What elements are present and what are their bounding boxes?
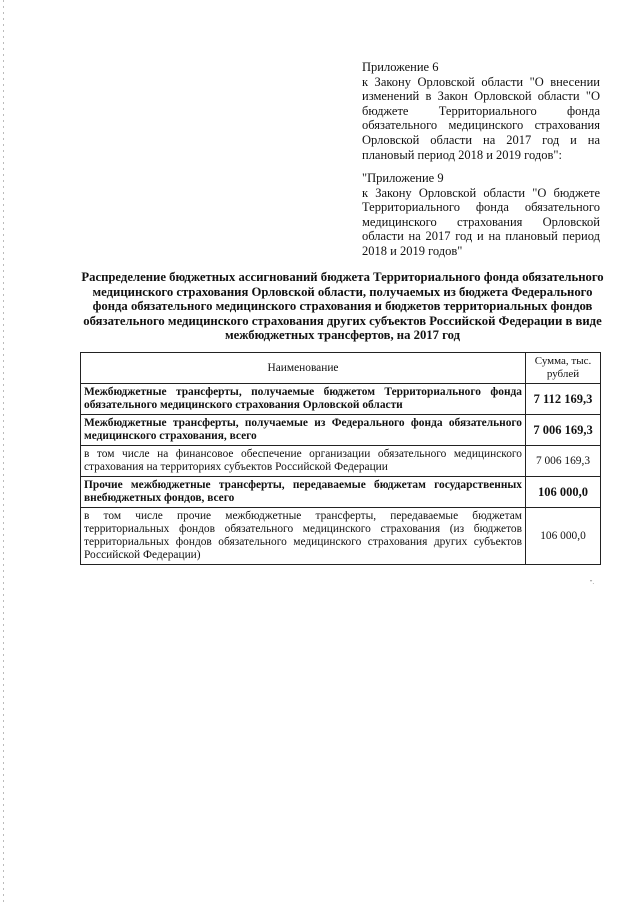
scan-edge-dots <box>3 0 4 905</box>
row-sum: 106 000,0 <box>526 477 601 508</box>
document-title: Распределение бюджетных ассигнований бюджета Территориального фонда обязательного медицинского страхования Орловской области, получаемых из бюджета Федерального фонда обязательного медицинского страхования и бюджетов территориальных фондов обязательного медицинского страхования других субъектов Российской Федерации в виде межбюджетных трансфертов, на 2017 год <box>81 270 604 342</box>
row-sum: 106 000,0 <box>526 508 601 565</box>
closing-mark: ". <box>590 580 594 586</box>
row-name: в том числе на финансовое обеспечение организации обязательного медицинского страхования на территориях субъектов Российской Федерации <box>81 446 526 477</box>
row-name: Межбюджетные трансферты, получаемые бюджетом Территориального фонда обязательного медицинского страхования Орловской области <box>81 384 526 415</box>
table-header-row <box>81 353 601 384</box>
row-sum: 7 112 169,3 <box>526 384 601 415</box>
appendix-6-text: к Закону Орловской области "О внесении изменений в Закон Орловской области "О бюджете Территориального фонда обязательного медицинского страхования Орловской области на 2017 год и на плановый период 2018 и 2019 годов": <box>362 74 600 162</box>
allocation-table <box>80 352 601 565</box>
row-name: Прочие межбюджетные трансферты, передаваемые бюджетам государственных внебюджетных фондов, всего <box>81 477 526 508</box>
appendix-9-block <box>362 171 600 259</box>
row-sum: 7 006 169,3 <box>526 415 601 446</box>
header-sum: Сумма, тыс. рублей <box>526 353 601 384</box>
row-name: Межбюджетные трансферты, получаемые из Федерального фонда обязательного медицинского страхования, всего <box>81 415 526 446</box>
appendix-9-title: "Приложение 9 <box>362 171 444 185</box>
table-row <box>81 384 601 415</box>
table-row <box>81 446 601 477</box>
table-row <box>81 508 601 565</box>
row-name: в том числе прочие межбюджетные трансферты, передаваемые бюджетам территориальных фондов обязательного медицинского страхования (из бюджетов территориальных фондов обязательного медицинского страхования других субъектов Российской Федерации) <box>81 508 526 565</box>
header-name: Наименование <box>81 353 526 384</box>
table-row <box>81 415 601 446</box>
table-row <box>81 477 601 508</box>
row-sum: 7 006 169,3 <box>526 446 601 477</box>
appendix-6-block <box>362 60 600 162</box>
appendix-9-text: к Закону Орловской области "О бюджете Территориального фонда обязательного медицинского страхования Орловской области на 2017 год и на плановый период 2018 и 2019 годов" <box>362 185 600 258</box>
appendix-6-title: Приложение 6 <box>362 60 439 74</box>
